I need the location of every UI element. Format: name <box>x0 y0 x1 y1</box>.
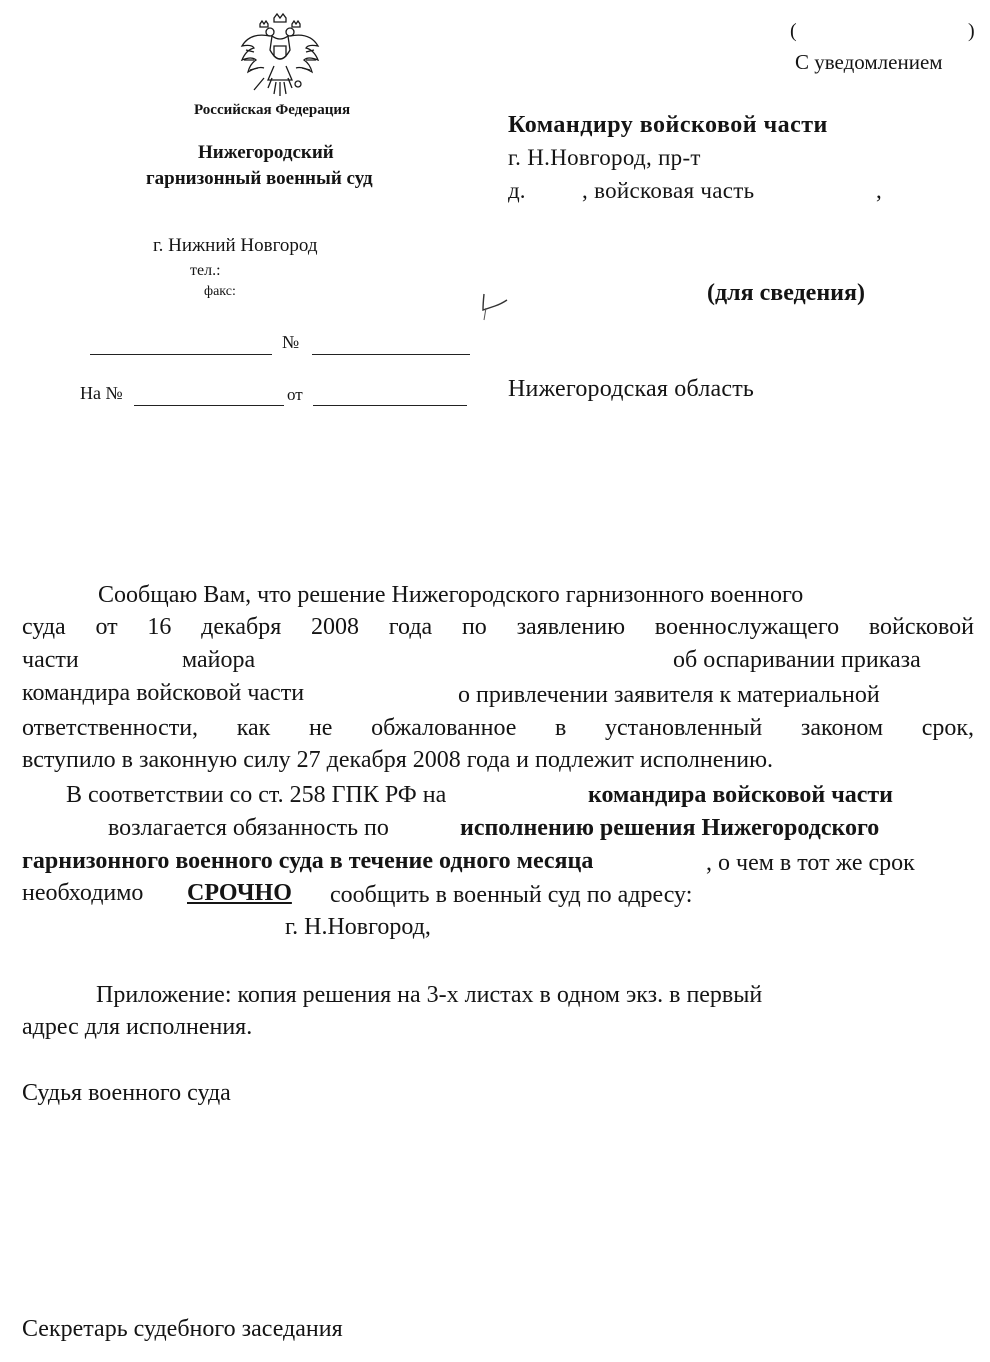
body-p2-line-1-bold: командира войсковой части <box>588 782 894 808</box>
urgent-marker: СРОЧНО <box>187 880 292 906</box>
secretary-signature-label: Секретарь судебного заседания <box>22 1316 343 1342</box>
info-note: (для сведения) <box>707 280 865 306</box>
body-p2-line-1-start: В соответствии со ст. 258 ГПК РФ на <box>66 782 447 808</box>
body-p2-line-3-bold: гарнизонного военного суда в течение одного месяца <box>22 848 594 874</box>
body-p1-line-3-rank: майора <box>182 647 256 673</box>
addressee-street: г. Н.Новгород, пр-т <box>508 145 701 170</box>
addressee-unit-label: , войсковая часть <box>582 178 755 203</box>
body-p2-line-2-start: возлагается обязанность по <box>108 815 389 841</box>
outgoing-number-blank <box>312 354 470 355</box>
coat-of-arms-emblem <box>236 12 324 100</box>
addressee-region: Нижегородская область <box>508 376 755 402</box>
country-name: Российская Федерация <box>194 102 351 118</box>
handwritten-check-mark <box>474 290 514 324</box>
court-city: г. Нижний Новгород <box>153 235 318 256</box>
court-name-line-1: Нижегородский <box>198 142 334 163</box>
body-p2-line-2-bold: исполнению решения Нижегородского <box>460 815 880 841</box>
reply-number-blank <box>134 405 284 406</box>
body-p2-line-4-start: необходимо <box>22 880 144 906</box>
body-p1-line-3-end: об оспаривании приказа <box>673 647 921 673</box>
outgoing-number-sign: № <box>282 332 300 352</box>
outgoing-date-blank <box>90 354 272 355</box>
body-p1-line-6: вступило в законную силу 27 декабря 2008 года и подлежит исполнению. <box>22 747 774 773</box>
reply-date-blank <box>313 405 467 406</box>
body-p1-line-1: Сообщаю Вам, что решение Нижегородского гарнизонного военного <box>98 582 804 608</box>
body-p2-line-4-end: сообщить в военный суд по адресу: <box>330 882 693 908</box>
addressee-house-label: д. <box>508 178 526 203</box>
fax-label: факс: <box>204 284 236 299</box>
addressee-trailing-comma: , <box>876 178 882 203</box>
body-p1-line-4-end: о привлечении заявителя к материальной <box>458 682 880 708</box>
delivery-notice: С уведомлением <box>795 50 943 74</box>
attachment-line-1: Приложение: копия решения на 3-х листах в одном экз. в первый <box>96 982 763 1008</box>
body-p2-line-5-address: г. Н.Новгород, <box>285 914 431 940</box>
delivery-paren-close: ) <box>968 20 975 42</box>
delivery-paren-open: ( <box>790 20 797 42</box>
reply-from-label: от <box>287 385 303 404</box>
body-p1-line-4-start: командира войсковой части <box>22 680 305 706</box>
attachment-line-2: адрес для исполнения. <box>22 1014 253 1040</box>
court-name-line-2: гарнизонный военный суд <box>146 168 373 189</box>
body-p1-line-5: ответственности, как не обжалованное в установленный законом срок, <box>22 715 974 741</box>
body-p1-line-3-start: части <box>22 647 79 673</box>
addressee-title: Командиру войсковой части <box>508 112 828 138</box>
telephone-label: тел.: <box>190 262 221 279</box>
reply-to-number-label: На № <box>80 383 123 403</box>
body-p1-line-2: суда от 16 декабря 2008 года по заявлению военнослужащего войсковой <box>22 614 974 640</box>
body-p2-line-3-end: , о чем в тот же срок <box>706 850 915 876</box>
judge-signature-label: Судья военного суда <box>22 1080 231 1106</box>
